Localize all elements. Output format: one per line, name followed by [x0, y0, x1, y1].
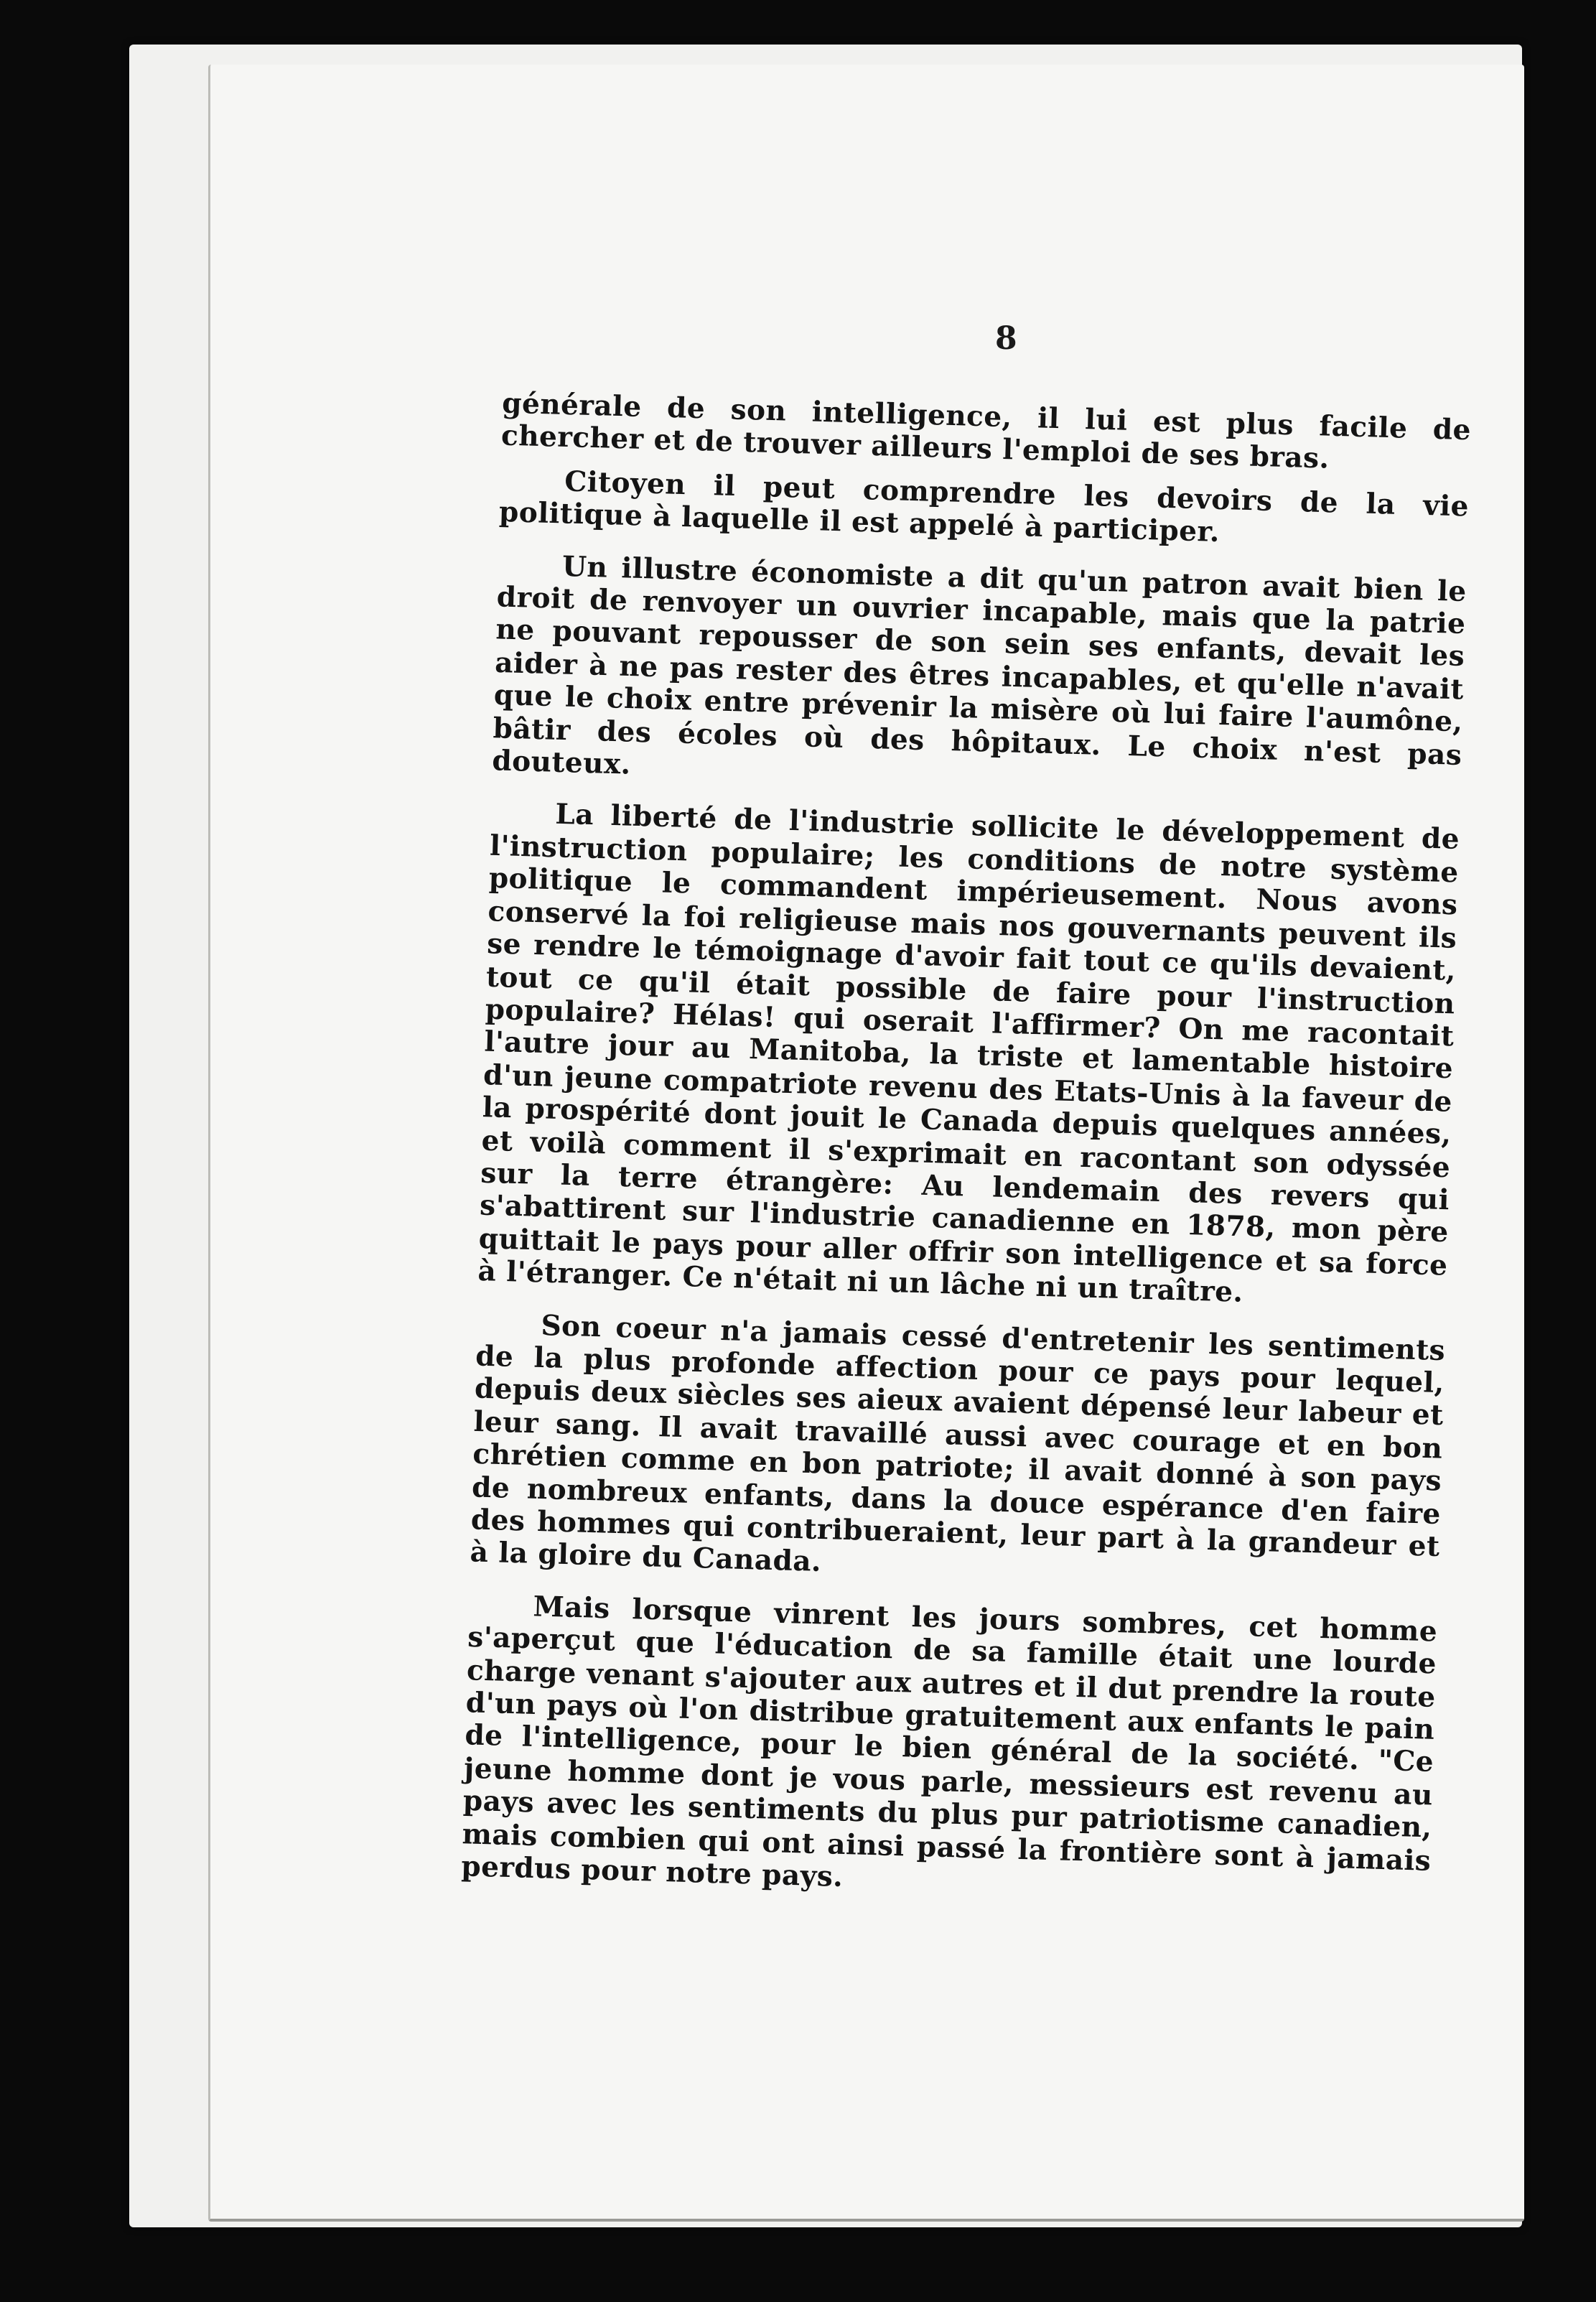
paragraph-2: Citoyen il peut comprendre les devoirs de la vie politique à laquelle il est appelé à participer. [498, 465, 1470, 549]
paragraph-6: Mais lorsque vinrent les jours sombres, cet homme s'aperçut que l'éducation de sa famille était une lourde charge venant s'ajouter aux autres et il dut prendre la route d'un pays où l'on distribue gratuitement aux enfants le pain de l'intelligence, pour le bien général de la société. "Ce jeune homme dont je vous parle, messieurs est revenu au pays avec les sentiments du plus pur patriotisme canadien, mais combien qui ont ainsi passé la frontière sont à jamais perdus pour notre pays. [460, 1590, 1438, 1894]
page-number: 8 [995, 320, 1017, 357]
paragraph-3: Un illustre économiste a dit qu'un patron avait bien le droit de renvoyer un ouvrier incapable, mais que la patrie ne pouvant repousser de son sein ses enfants, devait les aider à ne pas rester des êtres incapables, et qu'elle n'avait que le choix entre prévenir la misère où lui faire l'aumône, bâtir des écoles où des hôpitaux. Le choix n'est pas douteux. [491, 550, 1467, 782]
paragraph-1: générale de son intelligence, il lui est plus facile de chercher et de trouver ailleurs l'emploi de ses bras. [500, 388, 1472, 476]
paragraph-5: Son coeur n'a jamais cessé d'entretenir les sentiments de la plus profonde affection pour ce pays pour lequel, depuis deux siècles ses aieux avaient dépensé leur labeur et leur sang. Il avait travaillé aussi avec courage et en bon chrétien comme en bon patriote; il avait donné à son pays de nombreux enfants, dans la douce espérance d'en faire des hommes qui contribueraient, leur part à la grandeur et à la gloire du Canada. [470, 1309, 1446, 1580]
page-body [460, 388, 1471, 1930]
paragraph-4: La liberté de l'industrie sollicite le développement de l'instruction populaire; les conditions de notre système politique le commandent impérieusement. Nous avons conservé la foi religieuse mais nos gouvernants peuvent ils se rendre le témoignage d'avoir fait tout ce qu'ils devaient, tout ce qu'il était possible de faire pour l'instruction populaire? Hélas! qui oserait l'affirmer? On me racontait l'autre jour au Manitoba, la triste et lamentable histoire d'un jeune compatriote revenu des Etats-Unis à la faveur de la prospérité dont jouit le Canada depuis quelques années, et voilà comment il s'exprimait en racontant son odyssée sur la terre étrangère: Au lendemain des revers qui s'abattirent sur l'industrie canadienne en 1878, mon père quittait le pays pour aller offrir son intelligence et sa force à l'étranger. Ce n'était ni un lâche ni un traître. [477, 798, 1460, 1310]
